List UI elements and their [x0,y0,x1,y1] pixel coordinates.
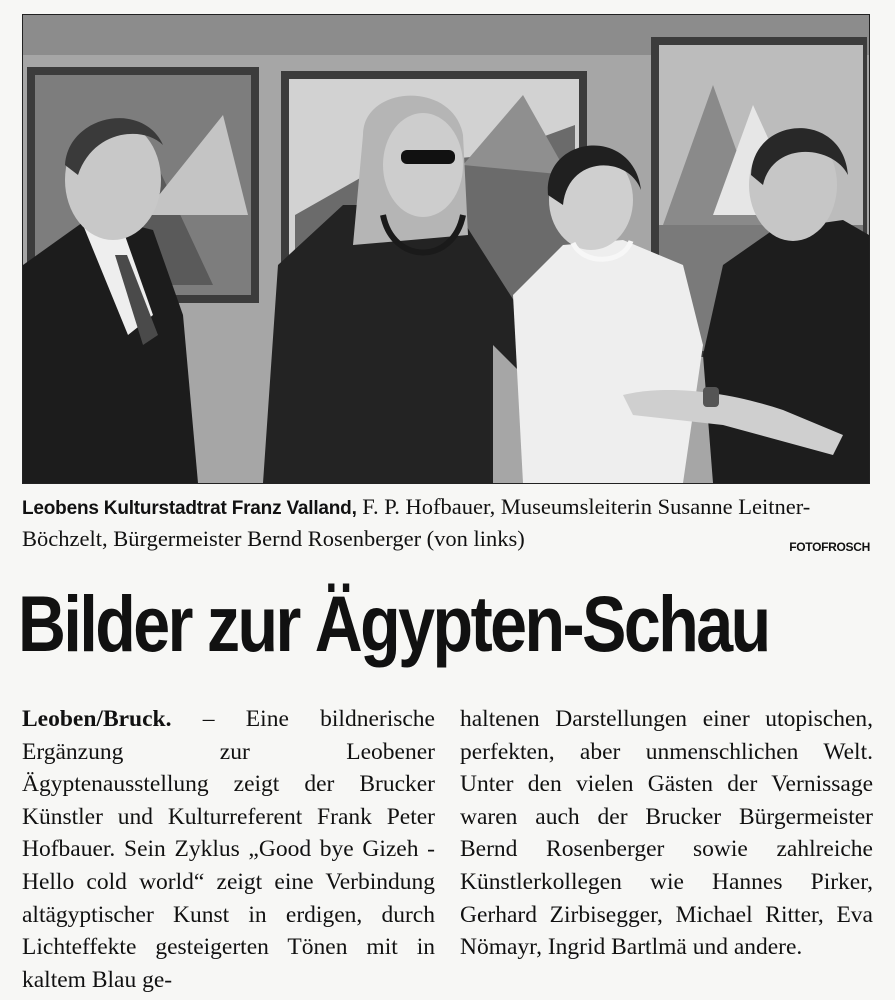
dateline: Leoben/Bruck. [22,706,172,732]
caption-text: F. P. Hofbauer, Museumsleiterin Susanne Leitner-Böchzelt, Bürgermeister Bernd Rosenberger (von links) [22,494,811,551]
article-column-1 [22,703,435,996]
caption-lead: Leobens Kulturstadtrat Franz Valland, [22,498,357,519]
photo-caption [22,492,870,562]
headline: Bilder zur Ägypten-Schau [18,579,769,668]
article-column-2 [460,703,873,964]
article-text-2: haltenen Darstellungen einer utopischen, perfekten, aber unmenschlichen Welt. Unter den vielen Gästen der Vernissage waren auch der Brucker Bürgermeister Bernd Rosenberger sowie zahlreiche Künstlerkollegen wie Hannes Pirker, Gerhard Zirbisegger, Michael Ritter, Eva Nömayr, Ingrid Bartlmä und andere. [460,706,873,961]
news-photo [22,14,870,484]
article-text-1: – Eine bildnerische Ergänzung zur Leobener Ägyptenausstellung zeigt der Brucker Künstler und Kulturreferent Frank Peter Hofbauer. Sein Zyklus „Good bye Gizeh - Hello cold world“ zeigt eine Verbindung altägyptischer Kunst in erdigen, durch Lichteffekte gesteigerten Tönen mit in kaltem Blau ge- [22,706,435,993]
photo-credit: FOTOFROSCH [789,540,870,554]
